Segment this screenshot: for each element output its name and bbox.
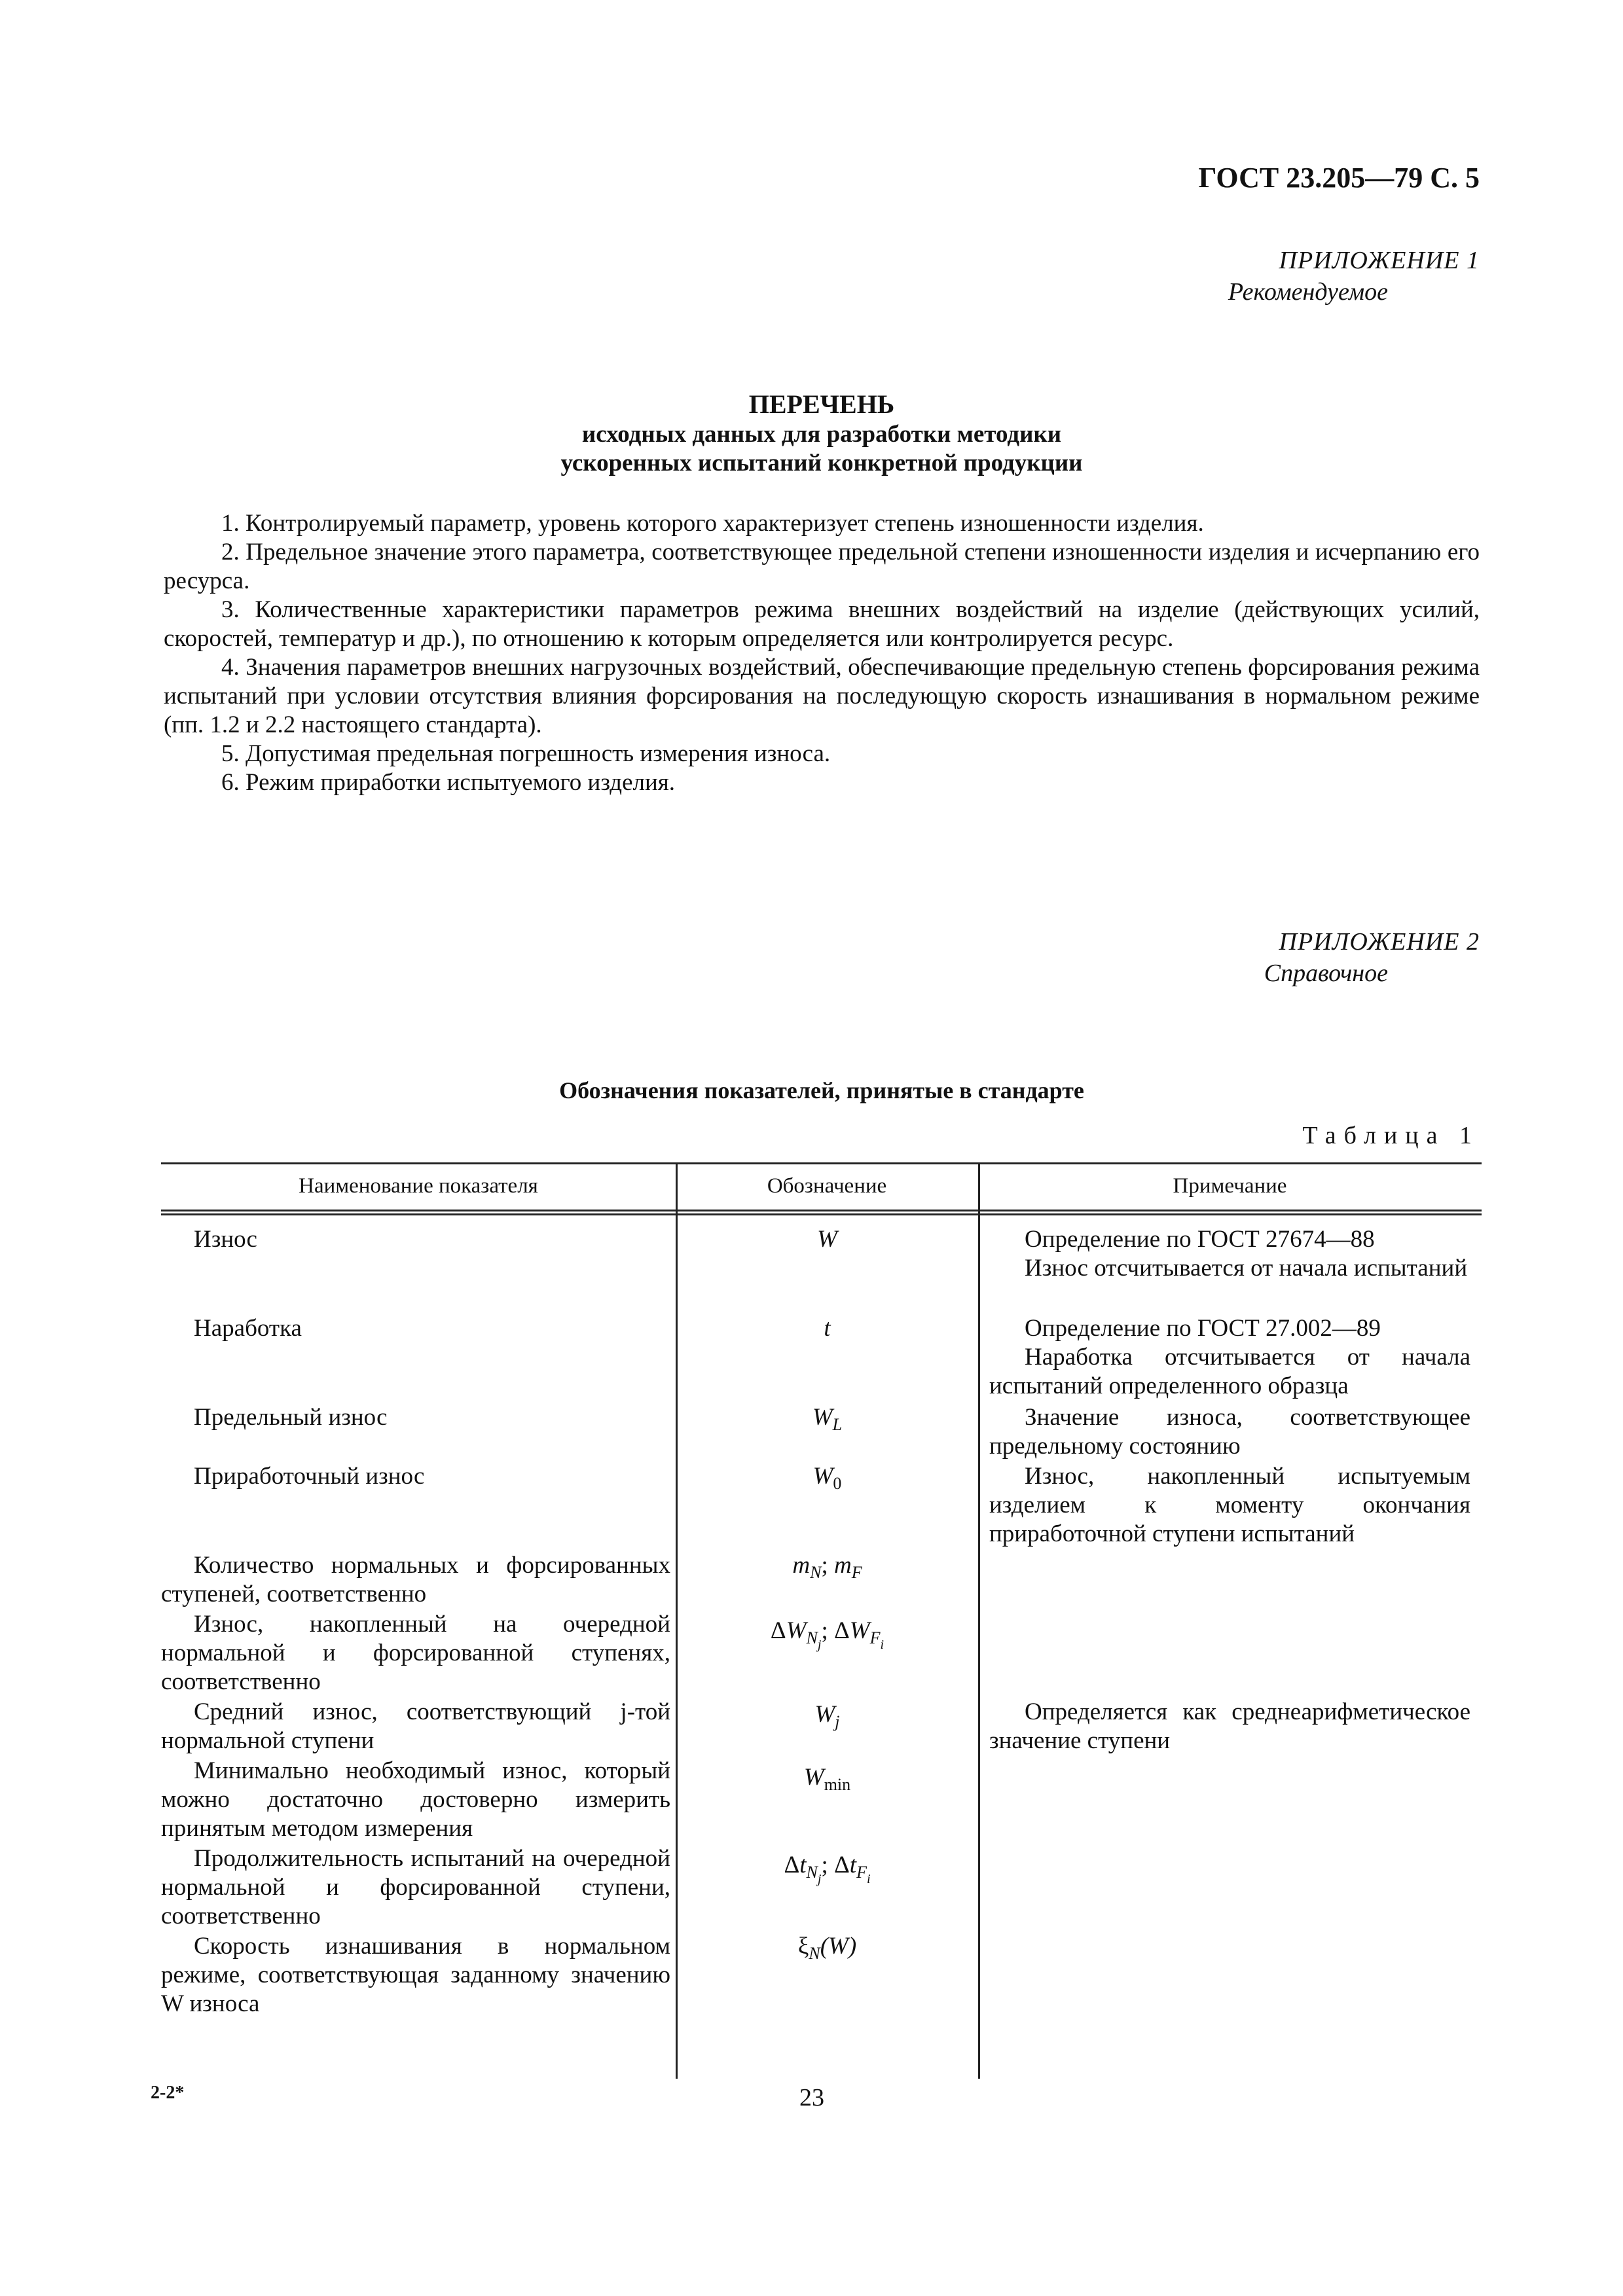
row-symbol: $W_j$ xyxy=(814,1701,840,1731)
table-header-rule-2 xyxy=(161,1213,1482,1215)
document-code: ГОСТ 23.205—79 С. 5 xyxy=(1198,162,1480,194)
footer-mark: 2-2* xyxy=(151,2083,185,2103)
list-item: 5. Допустимая предельная погрешность измерения износа. xyxy=(221,740,831,767)
row-symbol: $m_N$; $m_F$ xyxy=(792,1552,862,1582)
data-list xyxy=(164,509,1480,797)
row-symbol: W xyxy=(817,1226,837,1253)
row-name: Скорость изнашивания в нормальном режиме, соответствующая заданному значению W износа xyxy=(161,1933,670,2017)
row-note: Определение по ГОСТ 27674—88 Износ отсчитывается от начала испытаний xyxy=(1025,1226,1468,1282)
row-symbol: $\Delta t_{N_j}$; $\Delta t_{F_i}$ xyxy=(784,1852,871,1886)
list-item: 3. Количественные характеристики параметров режима внешних воздействий на изделие (действующих усилий, скоростей, температур и др.), по отношению к которым определяется или контролируется ресурс. xyxy=(164,596,1480,652)
header-symbol: Обозначение xyxy=(767,1174,887,1198)
table-top-rule xyxy=(161,1162,1482,1164)
row-name: Износ xyxy=(194,1226,257,1253)
row-symbol: $W_{min}$ xyxy=(803,1764,851,1794)
table-title: Обозначения показателей, принятые в стандарте xyxy=(559,1077,1084,1103)
row-name: Количество нормальных и форсированных ступеней, соответственно xyxy=(161,1552,670,1607)
list-item: 2. Предельное значение этого параметра, соответствующее предельной степени изношенности изделия и исчерпанию его ресурса. xyxy=(164,539,1480,594)
table-header-rule xyxy=(161,1210,1482,1211)
list-heading xyxy=(164,390,1480,478)
row-note: Определение по ГОСТ 27.002—89 Наработка отсчитывается от начала испытаний определенного образца xyxy=(989,1315,1470,1399)
row-symbol: $\xi_N(W)$ xyxy=(797,1933,857,1963)
row-name: Приработочный износ xyxy=(194,1463,425,1490)
list-item: 4. Значения параметров внешних нагрузочных воздействий, обеспечивающие предельную степень форсирования режима испытаний при условии отсутствия влияния форсирования на последующую скорость изнашивания в нормальном режиме (пп. 1.2 и 2.2 настоящего стандарта). xyxy=(164,654,1480,738)
row-symbol: $W_0$ xyxy=(812,1463,842,1493)
row-name: Износ, накопленный на очередной нормальной и форсированной ступенях, соответственно xyxy=(161,1611,670,1695)
row-name: Наработка xyxy=(194,1315,302,1342)
row-name: Минимально необходимый износ, который можно достаточно достоверно измерить принятым методом измерения xyxy=(161,1757,670,1842)
appendix-1-heading xyxy=(982,245,1480,308)
page-number: 23 xyxy=(799,2084,824,2111)
list-item: 1. Контролируемый параметр, уровень которого характеризует степень изношенности изделия. xyxy=(221,510,1204,537)
symbols-table xyxy=(161,1162,1482,2079)
row-name: Продолжительность испытаний на очередной нормальной и форсированной ступени, соответственно xyxy=(161,1845,670,1929)
list-title: ПЕРЕЧЕНЬ xyxy=(748,389,895,419)
appendix-2-title: ПРИЛОЖЕНИЕ 2 xyxy=(1279,928,1480,956)
list-item: 6. Режим приработки испытуемого изделия. xyxy=(221,769,676,796)
row-symbol: t xyxy=(824,1315,831,1342)
row-note: Износ, накопленный испытуемым изделием к моменту окончания приработочной ступени испытаний xyxy=(989,1463,1470,1547)
appendix-1-note: Рекомендуемое xyxy=(1228,278,1388,306)
row-symbol: $\Delta W_{N_j}$; $\Delta W_{F_i}$ xyxy=(770,1617,884,1652)
appendix-2-heading xyxy=(982,926,1480,989)
row-note: Значение износа, соответствующее предельному состоянию xyxy=(989,1404,1470,1460)
header-note: Примечание xyxy=(1173,1174,1287,1198)
appendix-1-title: ПРИЛОЖЕНИЕ 1 xyxy=(1279,247,1480,274)
table-label: Таблица 1 xyxy=(1302,1122,1480,1149)
appendix-2-note: Справочное xyxy=(1264,960,1388,987)
list-subtitle-2: ускоренных испытаний конкретной продукции xyxy=(560,450,1083,476)
row-symbol: $W_L$ xyxy=(812,1404,843,1434)
column-divider xyxy=(978,1162,980,2079)
column-divider xyxy=(676,1162,678,2079)
row-note: Определяется как среднеарифметическое значение ступени xyxy=(989,1698,1470,1754)
row-name: Предельный износ xyxy=(194,1404,388,1431)
row-name: Средний износ, соответствующий j-той нормальной ступени xyxy=(161,1698,670,1754)
list-subtitle-1: исходных данных для разработки методики xyxy=(581,421,1062,448)
header-name: Наименование показателя xyxy=(299,1174,538,1198)
